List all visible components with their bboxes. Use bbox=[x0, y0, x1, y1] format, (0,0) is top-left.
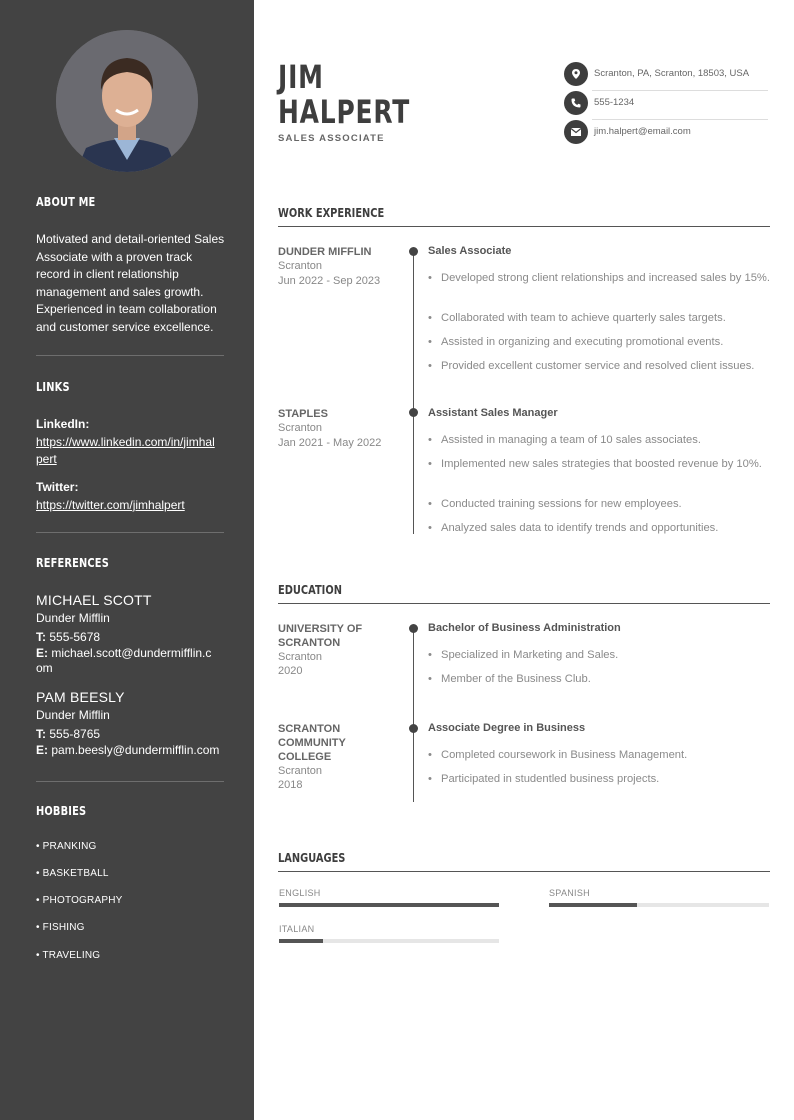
link-linkedin bbox=[36, 416, 226, 469]
reference-phone bbox=[36, 630, 226, 645]
divider bbox=[36, 532, 224, 533]
education-bullet: • Specialized in Marketing and Sales. bbox=[428, 647, 770, 663]
language-bar-fill bbox=[279, 939, 323, 943]
hobbies-title: HOBBIES bbox=[36, 804, 87, 818]
link-twitter bbox=[36, 479, 226, 514]
phone-label: T: bbox=[36, 630, 46, 644]
first-name: JIM bbox=[278, 58, 324, 96]
phone-value: 555-5678 bbox=[49, 630, 101, 644]
language-name: SPANISH bbox=[549, 888, 590, 898]
about-text: Motivated and detail-oriented Sales Associate with a proven track record in client relationship management and sales growth. Experienced in team collaboration and customer service excellence. bbox=[36, 232, 225, 334]
reference-name: PAM BEESLY bbox=[36, 689, 125, 705]
section-rule bbox=[278, 871, 770, 872]
job-dates: Jun 2022 - Sep 2023 bbox=[278, 275, 381, 287]
job-dates: Jan 2021 - May 2022 bbox=[278, 437, 382, 449]
school-year: 2020 bbox=[278, 665, 303, 677]
about-title: ABOUT ME bbox=[36, 195, 96, 209]
education-title: EDUCATION bbox=[278, 583, 342, 597]
school-name: UNIVERSITY OF SCRANTON bbox=[278, 623, 363, 649]
language-bar-fill bbox=[279, 903, 499, 907]
links-title: LINKS bbox=[36, 380, 70, 394]
degree-title: Bachelor of Business Administration bbox=[428, 622, 621, 634]
hobby-item: • BASKETBALL bbox=[36, 868, 109, 879]
contact-address bbox=[564, 62, 768, 91]
address-text: Scranton, PA, Scranton, 18503, USA bbox=[594, 68, 750, 79]
job-location: Scranton bbox=[278, 422, 323, 434]
email-label: E: bbox=[36, 743, 48, 757]
language-bar-fill bbox=[549, 903, 637, 907]
job-bullet: • Developed strong client relationships and increased sales by 15%. bbox=[428, 270, 770, 286]
language-bar bbox=[279, 903, 499, 907]
profile-photo bbox=[56, 30, 198, 172]
divider bbox=[36, 355, 224, 356]
link-label: Twitter: bbox=[36, 480, 79, 494]
language-bar bbox=[549, 903, 769, 907]
profile-photo-illustration bbox=[56, 30, 198, 172]
section-rule bbox=[278, 603, 770, 604]
phone-value: 555-8765 bbox=[49, 727, 101, 741]
job-title: Sales Associate bbox=[428, 245, 512, 257]
language-name: ITALIAN bbox=[279, 924, 315, 934]
job-role: SALES ASSOCIATE bbox=[278, 133, 385, 144]
education-bullet: • Completed coursework in Business Management. bbox=[428, 747, 770, 763]
reference-company: Dunder Mifflin bbox=[36, 611, 110, 625]
education-bullet: • Member of the Business Club. bbox=[428, 671, 770, 687]
education-bullet: • Participated in studentled business projects. bbox=[428, 771, 770, 787]
school-year: 2018 bbox=[278, 779, 303, 791]
envelope-icon bbox=[564, 120, 588, 144]
reference-phone bbox=[36, 727, 226, 742]
timeline-dot bbox=[409, 247, 418, 256]
phone-label: T: bbox=[36, 727, 46, 741]
job-bullet: • Analyzed sales data to identify trends and opportunities. bbox=[428, 520, 770, 536]
link-label: LinkedIn: bbox=[36, 417, 90, 431]
company-name: STAPLES bbox=[278, 408, 328, 420]
reference-name: MICHAEL SCOTT bbox=[36, 592, 152, 608]
reference-email bbox=[36, 743, 226, 758]
language-name: ENGLISH bbox=[279, 888, 321, 898]
school-name: SCRANTON COMMUNITY COLLEGE bbox=[278, 723, 346, 763]
email-text[interactable]: jim.halpert@email.com bbox=[594, 126, 691, 137]
hobby-item: • FISHING bbox=[36, 922, 85, 933]
languages-title: LANGUAGES bbox=[278, 851, 346, 865]
language-bar bbox=[279, 939, 499, 943]
school-location: Scranton bbox=[278, 651, 323, 663]
section-rule bbox=[278, 226, 770, 227]
work-experience-title: WORK EXPERIENCE bbox=[278, 206, 385, 220]
twitter-link[interactable]: https://twitter.com/jimhalpert bbox=[36, 497, 185, 512]
job-bullet: • Assisted in organizing and executing promotional events. bbox=[428, 334, 770, 350]
email-value: pam.beesly@dundermifflin.com bbox=[51, 743, 220, 757]
company-name: DUNDER MIFFLIN bbox=[278, 246, 372, 258]
job-bullet: • Conducted training sessions for new employees. bbox=[428, 496, 770, 512]
divider bbox=[36, 781, 224, 782]
hobby-item: • PRANKING bbox=[36, 841, 97, 852]
last-name: HALPERT bbox=[278, 93, 411, 131]
timeline-line bbox=[413, 250, 414, 534]
email-label: E: bbox=[36, 646, 48, 660]
linkedin-link[interactable]: https://www.linkedin.com/in/jimhalpert bbox=[36, 434, 215, 466]
timeline-line bbox=[413, 627, 414, 802]
job-bullet: • Assisted in managing a team of 10 sales associates. bbox=[428, 432, 770, 448]
job-bullet: • Collaborated with team to achieve quarterly sales targets. bbox=[428, 310, 770, 326]
phone-icon bbox=[564, 91, 588, 115]
job-bullet: • Provided excellent customer service and resolved client issues. bbox=[428, 358, 770, 374]
phone-text: 555-1234 bbox=[594, 97, 635, 108]
hobby-item: • TRAVELING bbox=[36, 950, 101, 961]
job-bullet: • Implemented new sales strategies that boosted revenue by 10%. bbox=[428, 456, 770, 472]
location-pin-icon bbox=[564, 62, 588, 86]
reference-company: Dunder Mifflin bbox=[36, 708, 110, 722]
contact-phone bbox=[564, 91, 768, 120]
school-location: Scranton bbox=[278, 765, 323, 777]
degree-title: Associate Degree in Business bbox=[428, 722, 586, 734]
timeline-dot bbox=[409, 408, 418, 417]
job-location: Scranton bbox=[278, 260, 323, 272]
timeline-dot bbox=[409, 724, 418, 733]
email-value: michael.scott@dundermifflin.com bbox=[36, 646, 212, 675]
job-title: Assistant Sales Manager bbox=[428, 407, 558, 419]
contact-email bbox=[564, 120, 768, 149]
sidebar bbox=[0, 0, 254, 1120]
hobby-item: • PHOTOGRAPHY bbox=[36, 895, 123, 906]
timeline-dot bbox=[409, 624, 418, 633]
references-title: REFERENCES bbox=[36, 556, 109, 570]
reference-email bbox=[36, 646, 216, 676]
